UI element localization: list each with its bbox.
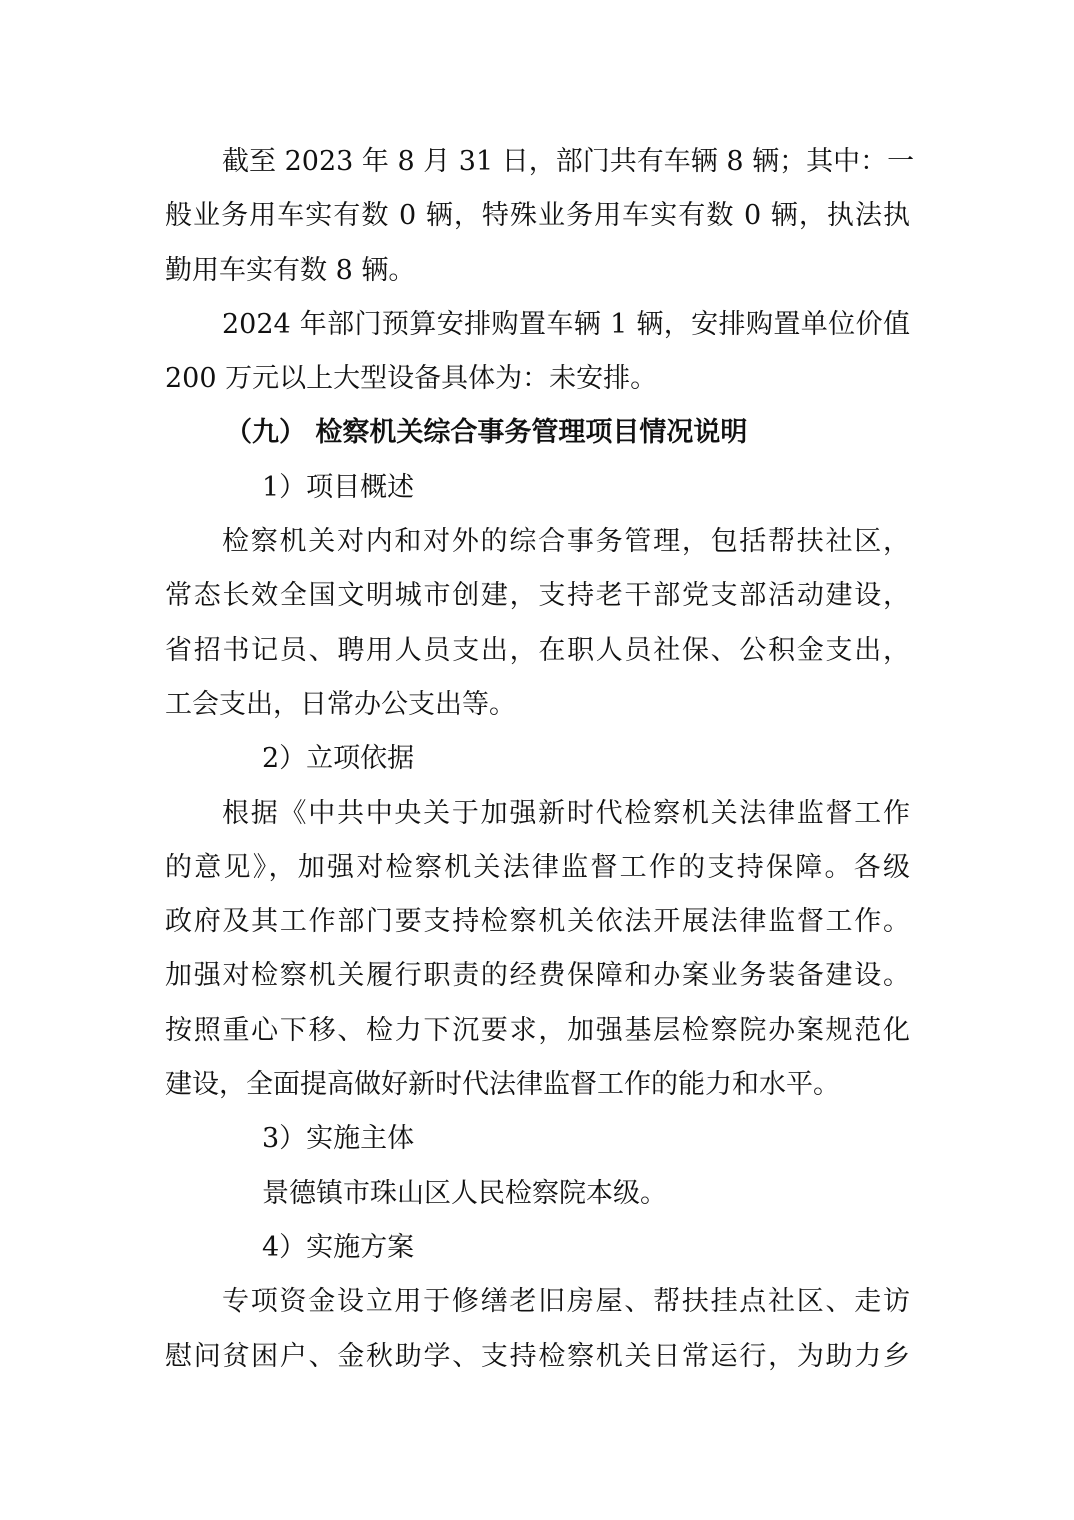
line-row [0,678,1074,732]
line-row [0,624,1074,678]
line-row [0,515,1074,569]
text-line: 按照重心下移、检力下沉要求，加强基层检察院办案规范化 [165,1014,910,1046]
line-row [0,406,1074,460]
line-row [0,189,1074,243]
text-line: 工会支出，日常办公支出等。 [165,688,516,720]
text-line: 常态长效全国文明城市创建，支持老干部党支部活动建设， [165,580,910,612]
text-line: 检察机关对内和对外的综合事务管理，包括帮扶社区， [222,526,910,558]
text-line: 专项资金设立用于修缮老旧房屋、帮扶挂点社区、走访 [222,1286,910,1318]
text-line: 慰问贫困户、金秋助学、支持检察机关日常运行，为助力乡 [165,1340,910,1372]
subheading-basis: 2）立项依据 [262,743,415,775]
line-row [0,1058,1074,1112]
text-line: 的意见》，加强对检察机关法律监督工作的支持保障。各级 [165,851,910,883]
paragraph-vehicles [0,135,1074,189]
line-row [0,461,1074,515]
line-row [0,949,1074,1003]
text-line: 200 万元以上大型设备具体为：未安排。 [165,363,658,395]
subheading-overview: 1）项目概述 [262,471,415,503]
section-heading: （九） 检察机关综合事务管理项目情况说明 [225,417,748,449]
line-row [0,732,1074,786]
text-line: 般业务用车实有数 0 辆，特殊业务用车实有数 0 辆，执法执 [165,200,910,232]
line-row [0,1112,1074,1166]
text-line: 政府及其工作部门要支持检察机关依法开展法律监督工作。 [165,906,910,938]
subheading-entity: 3）实施主体 [262,1123,415,1155]
line-row [0,1004,1074,1058]
text-line: 2024 年部门预算安排购置车辆 1 辆，安排购置单位价值 [222,308,910,340]
text-line: 省招书记员、聘用人员支出，在职人员社保、公积金支出， [165,634,910,666]
text-line: 景德镇市珠山区人民检察院本级。 [262,1177,667,1209]
line-row [0,352,1074,406]
line-row [0,841,1074,895]
line-row [0,1275,1074,1329]
line-row [0,1221,1074,1275]
line-row [0,1330,1074,1384]
text-line: 加强对检察机关履行职责的经费保障和办案业务装备建设。 [165,960,910,992]
line-row [0,787,1074,841]
text-line: 截至 2023 年 8 月 31 日，部门共有车辆 8 辆；其中：一 [222,146,915,177]
line-row [0,895,1074,949]
line-row [0,1167,1074,1221]
subheading-plan: 4）实施方案 [262,1231,415,1263]
document-body [0,135,1074,1384]
line-row [0,244,1074,298]
text-line: 根据《中共中央关于加强新时代检察机关法律监督工作 [222,797,910,829]
line-row [0,569,1074,623]
paragraph-budget [0,298,1074,352]
text-line: 建设，全面提高做好新时代法律监督工作的能力和水平。 [165,1069,840,1101]
text-line: 勤用车实有数 8 辆。 [165,254,416,286]
